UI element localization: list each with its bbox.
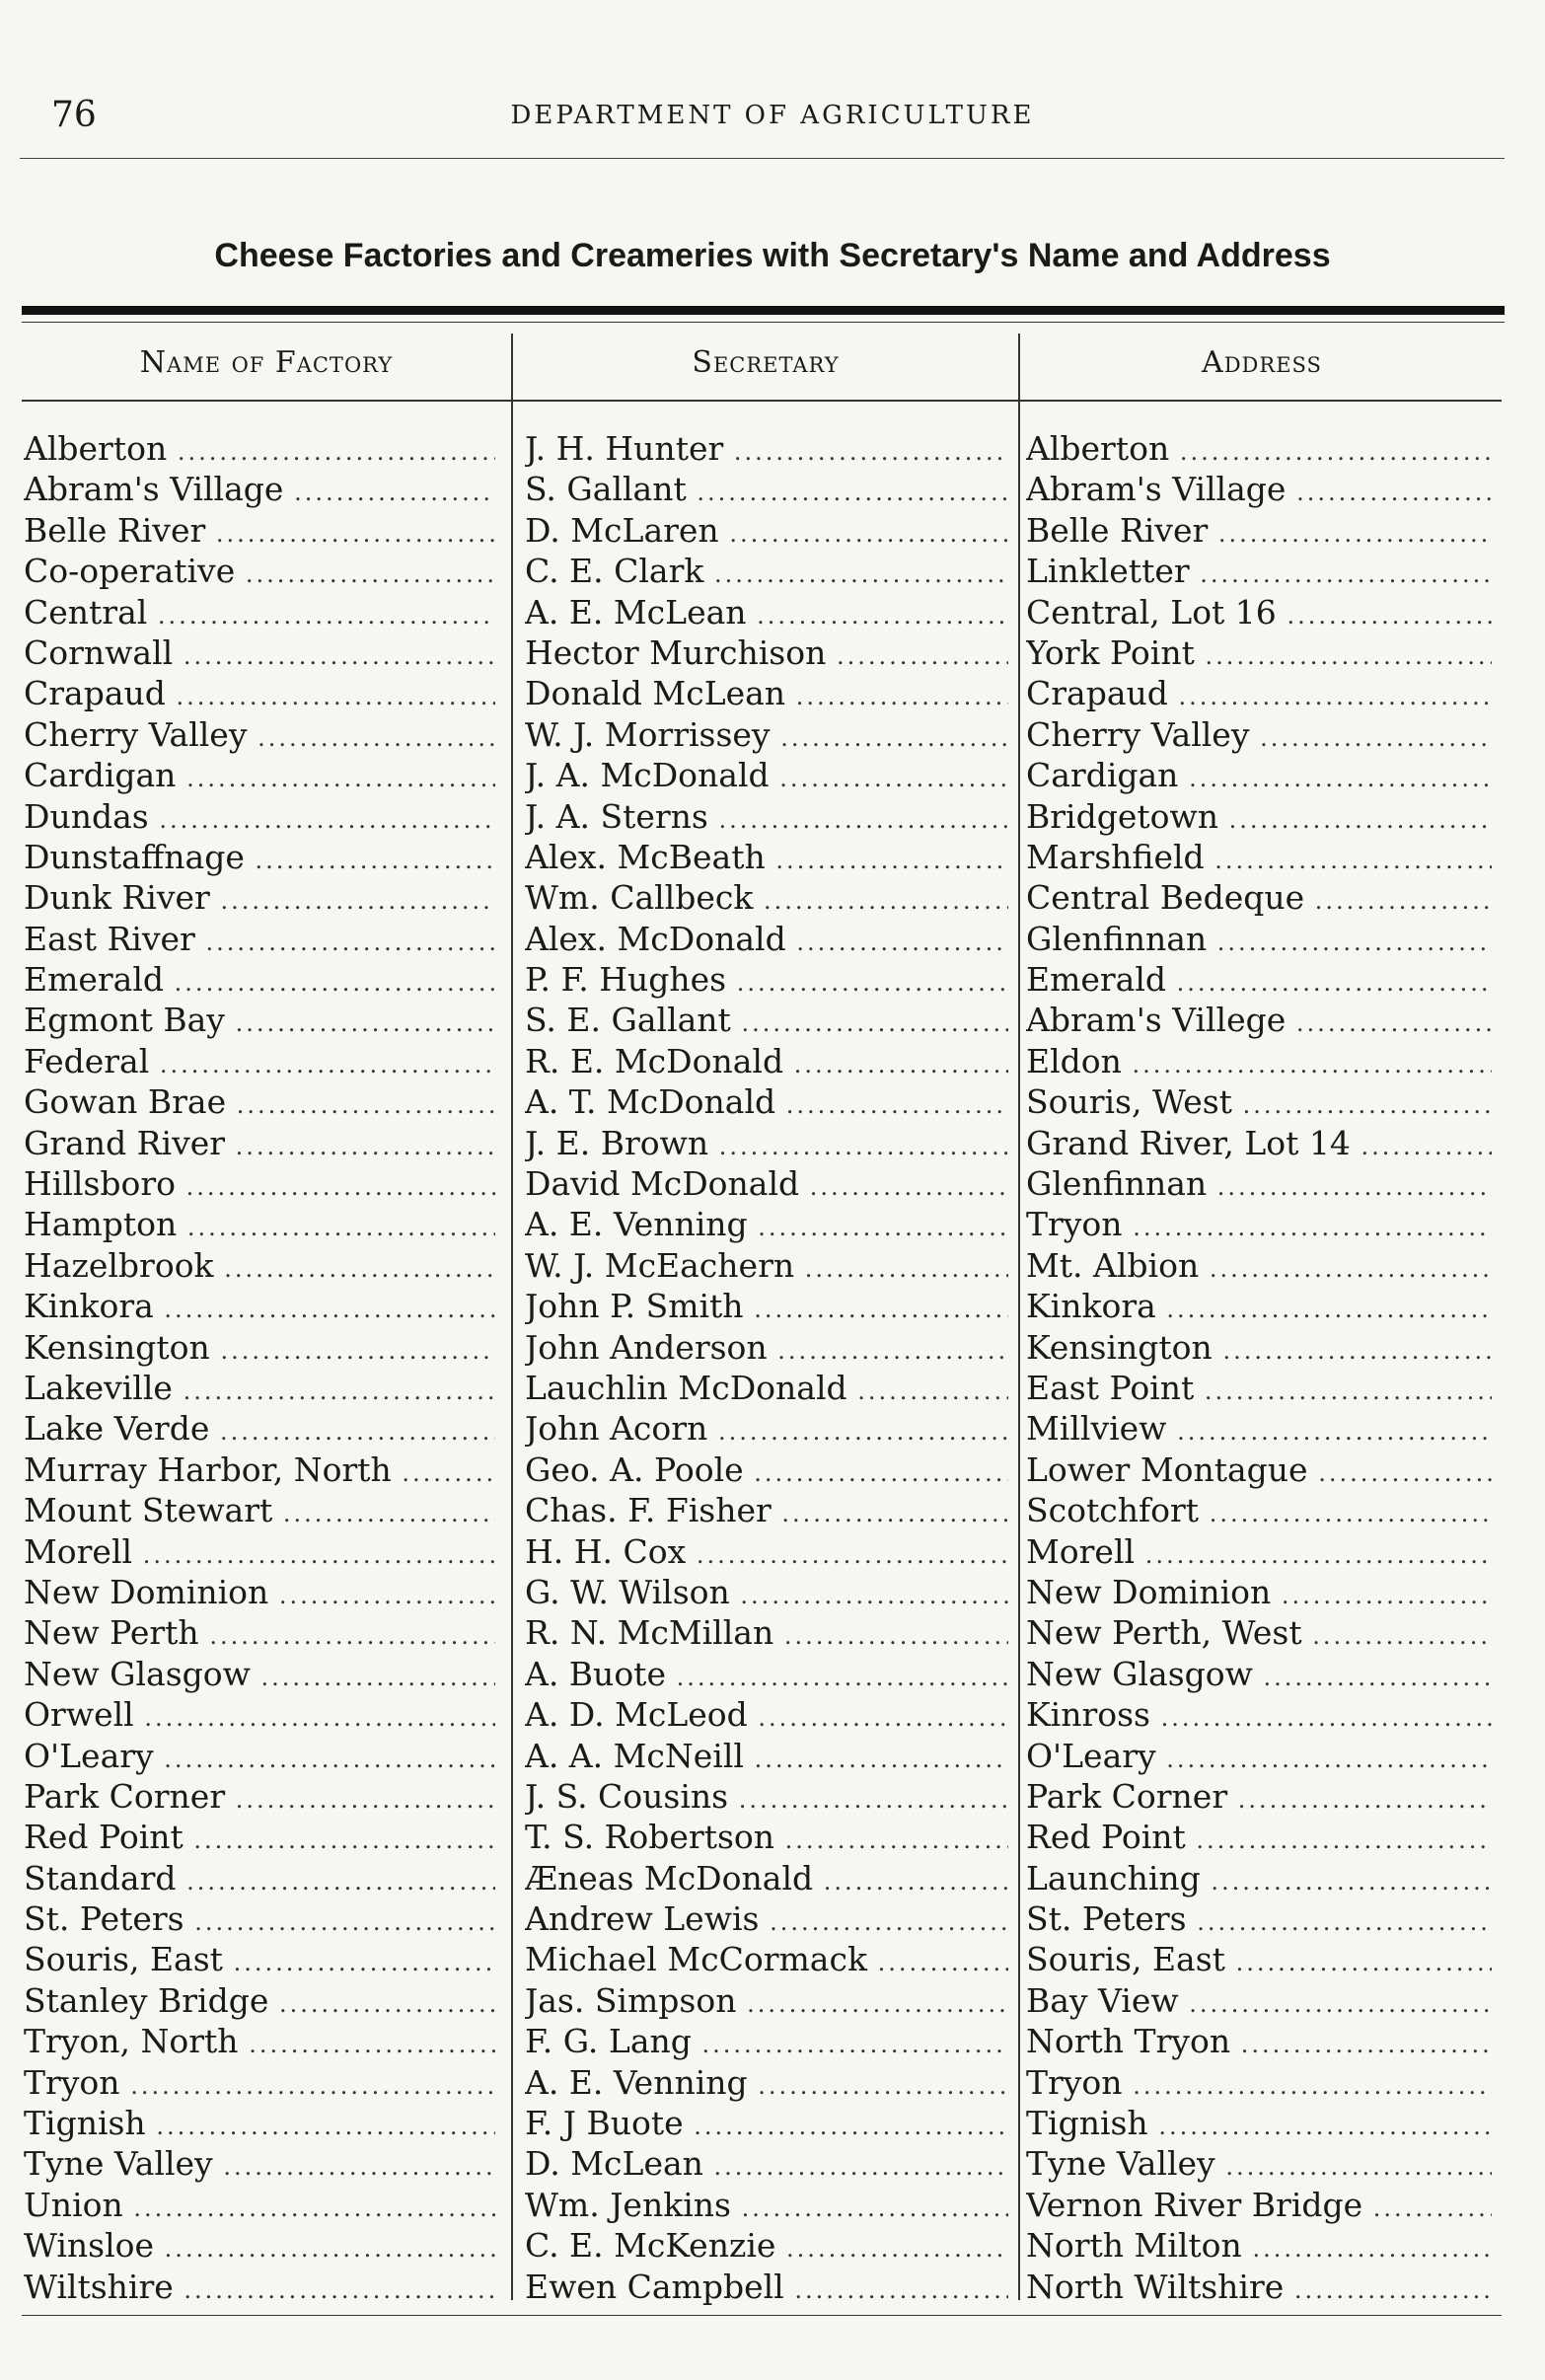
factory-name-cell: Murray Harbor, North ..... (24, 1450, 495, 1490)
factory-name-cell: Abram's Village ..... (24, 469, 495, 509)
address-cell: Launching ..... (1026, 1858, 1492, 1898)
factory-name-cell: Mount Stewart ..... (24, 1490, 495, 1530)
address-cell: St. Peters ..... (1026, 1898, 1492, 1939)
secretary-name-cell: S. Gallant ..... (525, 469, 1008, 509)
address-cell: York Point ..... (1026, 632, 1492, 673)
secretary-name-cell: John Acorn ..... (525, 1408, 1008, 1449)
secretary-name-cell: F. J Buote ..... (525, 2103, 1008, 2143)
column-header-factory: Name of Factory (139, 345, 394, 380)
table-row (0, 2103, 1545, 2143)
address-cell: Tyne Valley ..... (1026, 2143, 1492, 2184)
factory-name-cell: Morell ..... (24, 1531, 495, 1572)
table-row (0, 1694, 1545, 1735)
address-cell: Emerald ..... (1026, 959, 1492, 1000)
page-header (0, 95, 1545, 134)
secretary-name-cell: John Anderson ..... (525, 1327, 1008, 1368)
factory-name-cell: Alberton ..... (24, 428, 495, 469)
table-row (0, 959, 1545, 1000)
factory-name-cell: Grand River ..... (24, 1123, 495, 1163)
factory-name-cell: Lake Verde ..... (24, 1408, 495, 1449)
table-row (0, 1858, 1545, 1898)
secretary-name-cell: J. A. Sterns ..... (525, 796, 1008, 837)
secretary-name-cell: A. D. McLeod ..... (525, 1694, 1008, 1735)
factory-name-cell: Tignish ..... (24, 2103, 495, 2143)
header-rule-below (22, 400, 1502, 402)
address-cell: Souris, East ..... (1026, 1939, 1492, 1979)
address-cell: Morell ..... (1026, 1531, 1492, 1572)
address-cell: Millview ..... (1026, 1408, 1492, 1449)
address-cell: Abram's Village ..... (1026, 469, 1492, 509)
table-row (0, 1654, 1545, 1694)
factory-name-cell: Wiltshire ..... (24, 2267, 495, 2307)
factory-name-cell: Gowan Brae ..... (24, 1081, 495, 1122)
table-row (0, 1531, 1545, 1572)
factory-name-cell: Hazelbrook ..... (24, 1245, 495, 1286)
table-row (0, 1408, 1545, 1449)
secretary-name-cell: Æneas McDonald ..... (525, 1858, 1008, 1898)
table-row (0, 592, 1545, 632)
secretary-name-cell: J. S. Cousins ..... (525, 1776, 1008, 1817)
secretary-name-cell: J. A. McDonald ..... (525, 755, 1008, 795)
address-cell: Crapaud ..... (1026, 673, 1492, 713)
secretary-name-cell: P. F. Hughes ..... (525, 959, 1008, 1000)
secretary-name-cell: Lauchlin McDonald ..... (525, 1368, 1008, 1408)
factory-name-cell: Union ..... (24, 2185, 495, 2225)
factory-name-cell: Hampton ..... (24, 1204, 495, 1244)
address-cell: Tignish ..... (1026, 2103, 1492, 2143)
address-cell: Tryon ..... (1026, 2062, 1492, 2103)
secretary-name-cell: John P. Smith ..... (525, 1286, 1008, 1326)
address-cell: East Point ..... (1026, 1368, 1492, 1408)
address-cell: North Wiltshire ..... (1026, 2267, 1492, 2307)
factory-name-cell: Tryon, North ..... (24, 2021, 495, 2061)
table-row (0, 1163, 1545, 1204)
table-row (0, 2062, 1545, 2103)
secretary-name-cell: J. E. Brown ..... (525, 1123, 1008, 1163)
table-row (0, 1490, 1545, 1530)
secretary-name-cell: Alex. McBeath ..... (525, 837, 1008, 877)
factory-name-cell: Crapaud ..... (24, 673, 495, 713)
factory-name-cell: New Perth ..... (24, 1612, 495, 1653)
secretary-name-cell: R. N. McMillan ..... (525, 1612, 1008, 1653)
factory-name-cell: Red Point ..... (24, 1817, 495, 1857)
page-number: 76 (51, 95, 97, 135)
factory-name-cell: East River ..... (24, 919, 495, 959)
table-row (0, 714, 1545, 755)
table-row (0, 755, 1545, 795)
address-cell: New Dominion ..... (1026, 1572, 1492, 1612)
table-row (0, 2143, 1545, 2184)
table-row (0, 1041, 1545, 1081)
address-cell: North Milton ..... (1026, 2225, 1492, 2266)
address-cell: Park Corner ..... (1026, 1776, 1492, 1817)
table-row (0, 1450, 1545, 1490)
table-row (0, 796, 1545, 837)
factory-name-cell: Egmont Bay ..... (24, 1000, 495, 1040)
address-cell: Glenfinnan ..... (1026, 919, 1492, 959)
table-row (0, 551, 1545, 591)
address-cell: New Glasgow ..... (1026, 1654, 1492, 1694)
secretary-name-cell: A. T. McDonald ..... (525, 1081, 1008, 1122)
table-row (0, 2267, 1545, 2307)
secretary-name-cell: Geo. A. Poole ..... (525, 1450, 1008, 1490)
secretary-name-cell: G. W. Wilson ..... (525, 1572, 1008, 1612)
secretary-name-cell: H. H. Cox ..... (525, 1531, 1008, 1572)
title-rule-thick (22, 306, 1505, 315)
factory-name-cell: Co-operative ..... (24, 551, 495, 591)
factory-name-cell: Souris, East ..... (24, 1939, 495, 1979)
table-row (0, 1204, 1545, 1244)
table-row (0, 673, 1545, 713)
factory-name-cell: Winsloe ..... (24, 2225, 495, 2266)
address-cell: Vernon River Bridge ..... (1026, 2185, 1492, 2225)
table-row (0, 1327, 1545, 1368)
address-cell: North Tryon ..... (1026, 2021, 1492, 2061)
column-header-secretary: Secretary (692, 345, 840, 380)
factory-name-cell: Orwell ..... (24, 1694, 495, 1735)
address-cell: Kinkora ..... (1026, 1286, 1492, 1326)
secretary-name-cell: S. E. Gallant ..... (525, 1000, 1008, 1040)
address-cell: Grand River, Lot 14 ..... (1026, 1123, 1492, 1163)
secretary-name-cell: A. E. McLean ..... (525, 592, 1008, 632)
table-row (0, 2021, 1545, 2061)
factory-name-cell: Cherry Valley ..... (24, 714, 495, 755)
address-cell: Marshfield ..... (1026, 837, 1492, 877)
table-row (0, 1736, 1545, 1776)
secretary-name-cell: Jas. Simpson ..... (525, 1980, 1008, 2021)
factory-name-cell: Lakeville ..... (24, 1368, 495, 1408)
table-row (0, 469, 1545, 509)
address-cell: Bay View ..... (1026, 1980, 1492, 2021)
secretary-name-cell: D. McLean ..... (525, 2143, 1008, 2184)
factory-name-cell: Tyne Valley ..... (24, 2143, 495, 2184)
table-title: Cheese Factories and Creameries with Secretary's Name and Address (214, 237, 1331, 274)
secretary-name-cell: Chas. F. Fisher ..... (525, 1490, 1008, 1530)
running-head: DEPARTMENT OF AGRICULTURE (510, 101, 1035, 130)
secretary-name-cell: Wm. Callbeck ..... (525, 877, 1008, 918)
address-cell: New Perth, West ..... (1026, 1612, 1492, 1653)
secretary-name-cell: A. Buote ..... (525, 1654, 1008, 1694)
secretary-name-cell: W. J. Morrissey ..... (525, 714, 1008, 755)
secretary-name-cell: Ewen Campbell ..... (525, 2267, 1008, 2307)
secretary-name-cell: Donald McLean ..... (525, 673, 1008, 713)
address-cell: Lower Montague ..... (1026, 1450, 1492, 1490)
table-row (0, 1817, 1545, 1857)
factory-name-cell: New Dominion ..... (24, 1572, 495, 1612)
factory-name-cell: New Glasgow ..... (24, 1654, 495, 1694)
address-cell: Souris, West ..... (1026, 1081, 1492, 1122)
factory-name-cell: Kensington ..... (24, 1327, 495, 1368)
secretary-name-cell: Andrew Lewis ..... (525, 1898, 1008, 1939)
table-row (0, 1286, 1545, 1326)
address-cell: Abram's Villege ..... (1026, 1000, 1492, 1040)
address-cell: Belle River ..... (1026, 510, 1492, 551)
factory-name-cell: Cornwall ..... (24, 632, 495, 673)
table-row (0, 1898, 1545, 1939)
factory-name-cell: Belle River ..... (24, 510, 495, 551)
secretary-name-cell: F. G. Lang ..... (525, 2021, 1008, 2061)
table-row (0, 2185, 1545, 2225)
factory-name-cell: Kinkora ..... (24, 1286, 495, 1326)
table-body (0, 428, 1545, 2307)
address-cell: Bridgetown ..... (1026, 796, 1492, 837)
table-row (0, 1245, 1545, 1286)
title-rule-thin (22, 322, 1505, 323)
secretary-name-cell: Michael McCormack ..... (525, 1939, 1008, 1979)
column-header-address: Address (1202, 345, 1322, 380)
table-row (0, 428, 1545, 469)
table-row (0, 1368, 1545, 1408)
factory-name-cell: Park Corner ..... (24, 1776, 495, 1817)
secretary-name-cell: J. H. Hunter ..... (525, 428, 1008, 469)
secretary-name-cell: A. A. McNeill ..... (525, 1736, 1008, 1776)
factory-name-cell: Cardigan ..... (24, 755, 495, 795)
address-cell: Central Bedeque ..... (1026, 877, 1492, 918)
address-cell: Scotchfort ..... (1026, 1490, 1492, 1530)
address-cell: O'Leary ..... (1026, 1736, 1492, 1776)
table-row (0, 1572, 1545, 1612)
secretary-name-cell: W. J. McEachern ..... (525, 1245, 1008, 1286)
factory-name-cell: Central ..... (24, 592, 495, 632)
bottom-rule (22, 2315, 1502, 2316)
table-row (0, 1000, 1545, 1040)
factory-name-cell: Federal ..... (24, 1041, 495, 1081)
factory-name-cell: Hillsboro ..... (24, 1163, 495, 1204)
factory-name-cell: Dundas ..... (24, 796, 495, 837)
address-cell: Glenfinnan ..... (1026, 1163, 1492, 1204)
table-row (0, 1939, 1545, 1979)
factory-name-cell: Tryon ..... (24, 2062, 495, 2103)
address-cell: Eldon ..... (1026, 1041, 1492, 1081)
address-cell: Red Point ..... (1026, 1817, 1492, 1857)
factory-name-cell: Emerald ..... (24, 959, 495, 1000)
address-cell: Kensington ..... (1026, 1327, 1492, 1368)
table-row (0, 1081, 1545, 1122)
table-row (0, 919, 1545, 959)
address-cell: Cherry Valley ..... (1026, 714, 1492, 755)
secretary-name-cell: D. McLaren ..... (525, 510, 1008, 551)
secretary-name-cell: Alex. McDonald ..... (525, 919, 1008, 959)
secretary-name-cell: T. S. Robertson ..... (525, 1817, 1008, 1857)
secretary-name-cell: Wm. Jenkins ..... (525, 2185, 1008, 2225)
table-row (0, 877, 1545, 918)
address-cell: Tryon ..... (1026, 1204, 1492, 1244)
secretary-name-cell: David McDonald ..... (525, 1163, 1008, 1204)
factory-name-cell: Standard ..... (24, 1858, 495, 1898)
table-row (0, 1612, 1545, 1653)
table-row (0, 1123, 1545, 1163)
table-row (0, 1776, 1545, 1817)
secretary-name-cell: A. E. Venning ..... (525, 1204, 1008, 1244)
secretary-name-cell: C. E. Clark ..... (525, 551, 1008, 591)
secretary-name-cell: R. E. McDonald ..... (525, 1041, 1008, 1081)
address-cell: Central, Lot 16 ..... (1026, 592, 1492, 632)
address-cell: Kinross ..... (1026, 1694, 1492, 1735)
address-cell: Alberton ..... (1026, 428, 1492, 469)
table-row (0, 632, 1545, 673)
factory-name-cell: Stanley Bridge ..... (24, 1980, 495, 2021)
address-cell: Linkletter ..... (1026, 551, 1492, 591)
table-row (0, 837, 1545, 877)
address-cell: Cardigan ..... (1026, 755, 1492, 795)
header-rule (20, 158, 1505, 159)
factory-name-cell: St. Peters ..... (24, 1898, 495, 1939)
factory-name-cell: O'Leary ..... (24, 1736, 495, 1776)
address-cell: Mt. Albion ..... (1026, 1245, 1492, 1286)
secretary-name-cell: A. E. Venning ..... (525, 2062, 1008, 2103)
factory-name-cell: Dunk River ..... (24, 877, 495, 918)
table-row (0, 510, 1545, 551)
table-row (0, 2225, 1545, 2266)
table-row (0, 1980, 1545, 2021)
secretary-name-cell: C. E. McKenzie ..... (525, 2225, 1008, 2266)
secretary-name-cell: Hector Murchison ..... (525, 632, 1008, 673)
factory-name-cell: Dunstaffnage ..... (24, 837, 495, 877)
